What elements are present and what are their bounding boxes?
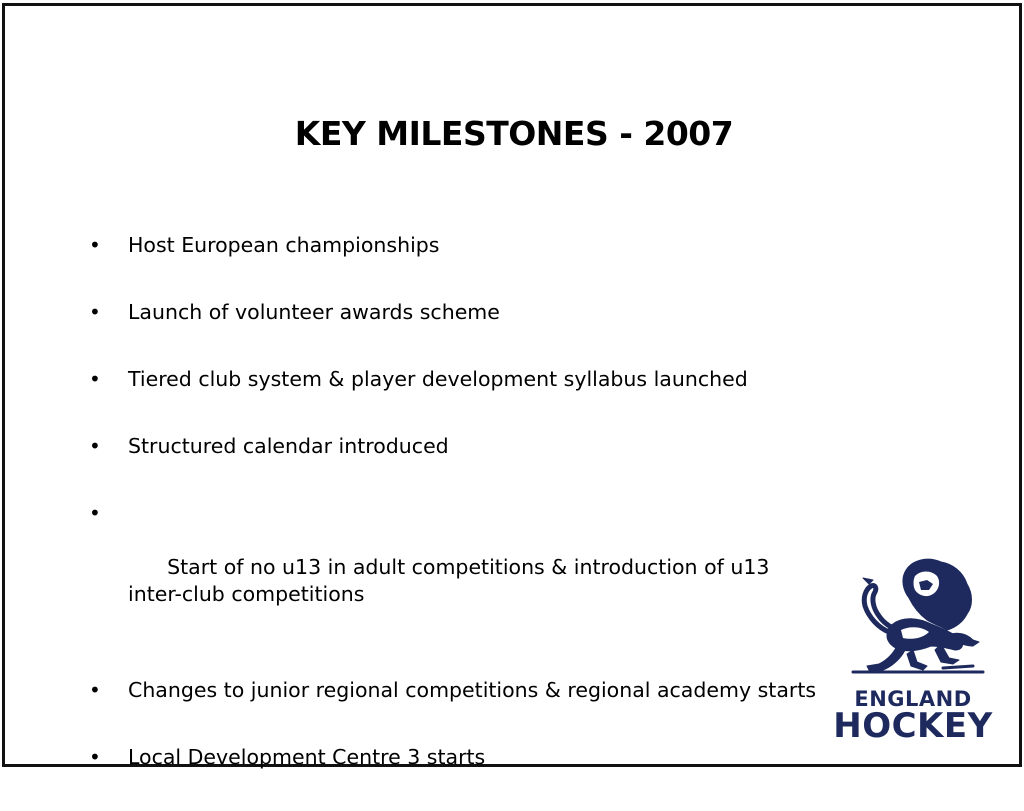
lion-icon — [823, 554, 1003, 684]
bullet-icon: • — [89, 367, 101, 391]
list-item — [85, 500, 828, 635]
list-item-text: Launch of volunteer awards scheme — [128, 300, 500, 324]
slide-title: KEY MILESTONES - 2007 — [294, 114, 734, 153]
list-item-text: Changes to junior regional competitions & regional academy starts — [128, 678, 817, 702]
list-item — [85, 299, 845, 326]
list-item-text: Start of no u13 in adult competitions & introduction of u13 inter-club competitions — [128, 555, 796, 606]
slide — [2, 3, 1022, 767]
list-item — [85, 744, 845, 771]
list-item-text: Structured calendar introduced — [128, 434, 449, 458]
list-item — [85, 677, 845, 704]
logo-wordmark-hockey: HOCKEY — [833, 706, 993, 746]
england-hockey-logo — [823, 554, 1003, 754]
bullet-icon: • — [89, 678, 101, 702]
list-item — [85, 433, 845, 460]
list-item — [85, 366, 845, 393]
bullet-icon: • — [89, 501, 101, 525]
list-item-text: Host European championships — [128, 233, 440, 257]
list-item-text: Tiered club system & player development syllabus launched — [128, 367, 748, 391]
logo-wordmark-england: ENGLAND — [854, 687, 972, 711]
bullet-icon: • — [89, 233, 101, 257]
list-item-text: Local Development Centre 3 starts — [128, 745, 486, 769]
milestones-list — [85, 232, 845, 811]
list-item — [85, 232, 845, 259]
bullet-icon: • — [89, 434, 101, 458]
bullet-icon: • — [89, 300, 101, 324]
bullet-icon: • — [89, 745, 101, 769]
